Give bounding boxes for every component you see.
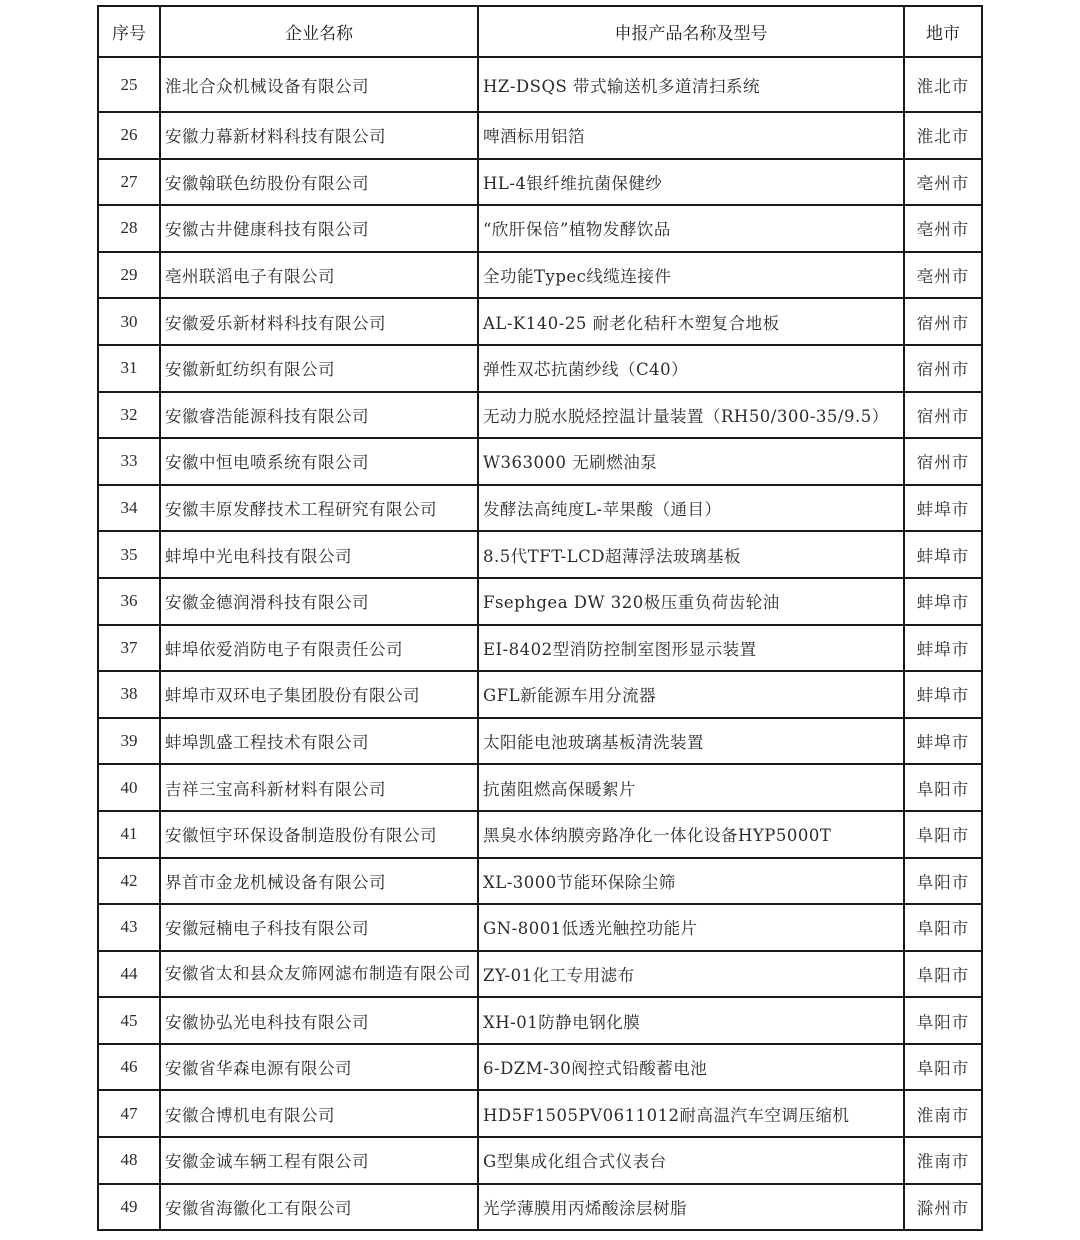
- cell-company: 淮北合众机械设备有限公司: [160, 57, 478, 112]
- cell-city: 亳州市: [904, 252, 982, 299]
- cell-company: 安徽爱乐新材料科技有限公司: [160, 298, 478, 345]
- cell-no: 42: [98, 858, 160, 905]
- table-row: [98, 858, 982, 905]
- cell-city: 蚌埠市: [904, 718, 982, 765]
- cell-no: 26: [98, 112, 160, 159]
- cell-company: 安徽金诚车辆工程有限公司: [160, 1137, 478, 1184]
- header-city: 地市: [904, 6, 982, 57]
- table-row: [98, 811, 982, 858]
- cell-product: EI-8402型消防控制室图形显示装置: [478, 625, 904, 672]
- table-row: [98, 718, 982, 765]
- table-row: [98, 531, 982, 578]
- cell-product: GFL新能源车用分流器: [478, 671, 904, 718]
- table-row: [98, 997, 982, 1044]
- header-no: 序号: [98, 6, 160, 57]
- cell-product: 6-DZM-30阀控式铅酸蓄电池: [478, 1044, 904, 1091]
- cell-company: 安徽合博机电有限公司: [160, 1090, 478, 1137]
- table-row: [98, 57, 982, 112]
- product-list-table-container: [97, 5, 981, 1231]
- cell-company: 安徽冠楠电子科技有限公司: [160, 904, 478, 951]
- cell-no: 49: [98, 1184, 160, 1231]
- cell-no: 27: [98, 159, 160, 206]
- cell-company: 安徽省太和县众友筛网滤布制造有限公司: [160, 951, 478, 998]
- cell-product: HD5F1505PV0611012耐高温汽车空调压缩机: [478, 1090, 904, 1137]
- table-row: [98, 904, 982, 951]
- cell-product: HZ-DSQS 带式输送机多道清扫系统: [478, 57, 904, 112]
- cell-no: 46: [98, 1044, 160, 1091]
- cell-product: XH-01防静电钢化膜: [478, 997, 904, 1044]
- cell-product: 8.5代TFT-LCD超薄浮法玻璃基板: [478, 531, 904, 578]
- cell-company: 安徽中恒电喷系统有限公司: [160, 438, 478, 485]
- cell-company: 吉祥三宝高科新材料有限公司: [160, 764, 478, 811]
- cell-product: ZY-01化工专用滤布: [478, 951, 904, 998]
- header-company: 企业名称: [160, 6, 478, 57]
- cell-product: 发酵法高纯度L-苹果酸（通目）: [478, 485, 904, 532]
- cell-product: GN-8001低透光触控功能片: [478, 904, 904, 951]
- cell-city: 阜阳市: [904, 764, 982, 811]
- cell-product: 弹性双芯抗菌纱线（C40）: [478, 345, 904, 392]
- cell-no: 36: [98, 578, 160, 625]
- cell-company: 安徽丰原发酵技术工程研究有限公司: [160, 485, 478, 532]
- cell-city: 亳州市: [904, 159, 982, 206]
- table-row: [98, 112, 982, 159]
- cell-company: 蚌埠凯盛工程技术有限公司: [160, 718, 478, 765]
- cell-company: 安徽古井健康科技有限公司: [160, 205, 478, 252]
- cell-company: 安徽翰联色纺股份有限公司: [160, 159, 478, 206]
- table-row: [98, 298, 982, 345]
- cell-product: 太阳能电池玻璃基板清洗装置: [478, 718, 904, 765]
- cell-city: 宿州市: [904, 298, 982, 345]
- cell-company: 安徽恒宇环保设备制造股份有限公司: [160, 811, 478, 858]
- cell-no: 37: [98, 625, 160, 672]
- cell-product: 啤酒标用铝箔: [478, 112, 904, 159]
- cell-city: 滁州市: [904, 1184, 982, 1231]
- cell-product: 抗菌阻燃高保暖絮片: [478, 764, 904, 811]
- cell-product: 黑臭水体纳膜旁路净化一体化设备HYP5000T: [478, 811, 904, 858]
- header-product: 申报产品名称及型号: [478, 6, 904, 57]
- product-list-table: [97, 5, 983, 1231]
- table-row: [98, 578, 982, 625]
- table-row: [98, 159, 982, 206]
- cell-company: 安徽金德润滑科技有限公司: [160, 578, 478, 625]
- cell-company: 安徽睿浩能源科技有限公司: [160, 392, 478, 439]
- cell-product: XL-3000节能环保除尘筛: [478, 858, 904, 905]
- cell-company: 安徽省海徽化工有限公司: [160, 1184, 478, 1231]
- cell-product: AL-K140-25 耐老化秸秆木塑复合地板: [478, 298, 904, 345]
- cell-city: 蚌埠市: [904, 671, 982, 718]
- cell-no: 31: [98, 345, 160, 392]
- table-row: [98, 392, 982, 439]
- table-row: [98, 1044, 982, 1091]
- cell-city: 亳州市: [904, 205, 982, 252]
- cell-product: 全功能Typec线缆连接件: [478, 252, 904, 299]
- cell-city: 阜阳市: [904, 997, 982, 1044]
- table-row: [98, 951, 982, 998]
- cell-no: 45: [98, 997, 160, 1044]
- cell-city: 蚌埠市: [904, 625, 982, 672]
- cell-city: 阜阳市: [904, 811, 982, 858]
- table-row: [98, 1137, 982, 1184]
- cell-no: 25: [98, 57, 160, 112]
- cell-no: 32: [98, 392, 160, 439]
- cell-city: 宿州市: [904, 345, 982, 392]
- cell-city: 蚌埠市: [904, 485, 982, 532]
- cell-company: 界首市金龙机械设备有限公司: [160, 858, 478, 905]
- cell-company: 蚌埠中光电科技有限公司: [160, 531, 478, 578]
- cell-city: 淮北市: [904, 112, 982, 159]
- cell-city: 宿州市: [904, 392, 982, 439]
- cell-no: 28: [98, 205, 160, 252]
- cell-company: 亳州联滔电子有限公司: [160, 252, 478, 299]
- cell-no: 35: [98, 531, 160, 578]
- cell-city: 蚌埠市: [904, 578, 982, 625]
- table-row: [98, 205, 982, 252]
- table-row: [98, 764, 982, 811]
- table-row: [98, 438, 982, 485]
- cell-no: 29: [98, 252, 160, 299]
- cell-no: 43: [98, 904, 160, 951]
- table-row: [98, 252, 982, 299]
- cell-no: 33: [98, 438, 160, 485]
- table-header-row: [98, 6, 982, 57]
- table-row: [98, 671, 982, 718]
- cell-product: 无动力脱水脱烃控温计量装置（RH50/300-35/9.5）: [478, 392, 904, 439]
- cell-company: 安徽力幕新材料科技有限公司: [160, 112, 478, 159]
- cell-no: 30: [98, 298, 160, 345]
- cell-city: 淮北市: [904, 57, 982, 112]
- cell-no: 47: [98, 1090, 160, 1137]
- cell-no: 44: [98, 951, 160, 998]
- cell-product: HL-4银纤维抗菌保健纱: [478, 159, 904, 206]
- table-row: [98, 485, 982, 532]
- cell-company: 安徽省华森电源有限公司: [160, 1044, 478, 1091]
- cell-city: 淮南市: [904, 1090, 982, 1137]
- cell-product: Fsephgea DW 320极压重负荷齿轮油: [478, 578, 904, 625]
- cell-no: 41: [98, 811, 160, 858]
- table-row: [98, 345, 982, 392]
- cell-company: 安徽协弘光电科技有限公司: [160, 997, 478, 1044]
- cell-company: 蚌埠依爱消防电子有限责任公司: [160, 625, 478, 672]
- table-row: [98, 1184, 982, 1231]
- cell-company: 安徽新虹纺织有限公司: [160, 345, 478, 392]
- cell-city: 蚌埠市: [904, 531, 982, 578]
- table-row: [98, 625, 982, 672]
- cell-city: 阜阳市: [904, 858, 982, 905]
- cell-city: 宿州市: [904, 438, 982, 485]
- cell-city: 阜阳市: [904, 951, 982, 998]
- cell-no: 38: [98, 671, 160, 718]
- cell-product: G型集成化组合式仪表台: [478, 1137, 904, 1184]
- cell-no: 39: [98, 718, 160, 765]
- cell-product: W363000 无刷燃油泵: [478, 438, 904, 485]
- table-row: [98, 1090, 982, 1137]
- cell-city: 阜阳市: [904, 904, 982, 951]
- cell-city: 淮南市: [904, 1137, 982, 1184]
- cell-no: 40: [98, 764, 160, 811]
- cell-product: “欣肝保倍”植物发酵饮品: [478, 205, 904, 252]
- cell-no: 48: [98, 1137, 160, 1184]
- cell-city: 阜阳市: [904, 1044, 982, 1091]
- cell-company: 蚌埠市双环电子集团股份有限公司: [160, 671, 478, 718]
- cell-product: 光学薄膜用丙烯酸涂层树脂: [478, 1184, 904, 1231]
- cell-no: 34: [98, 485, 160, 532]
